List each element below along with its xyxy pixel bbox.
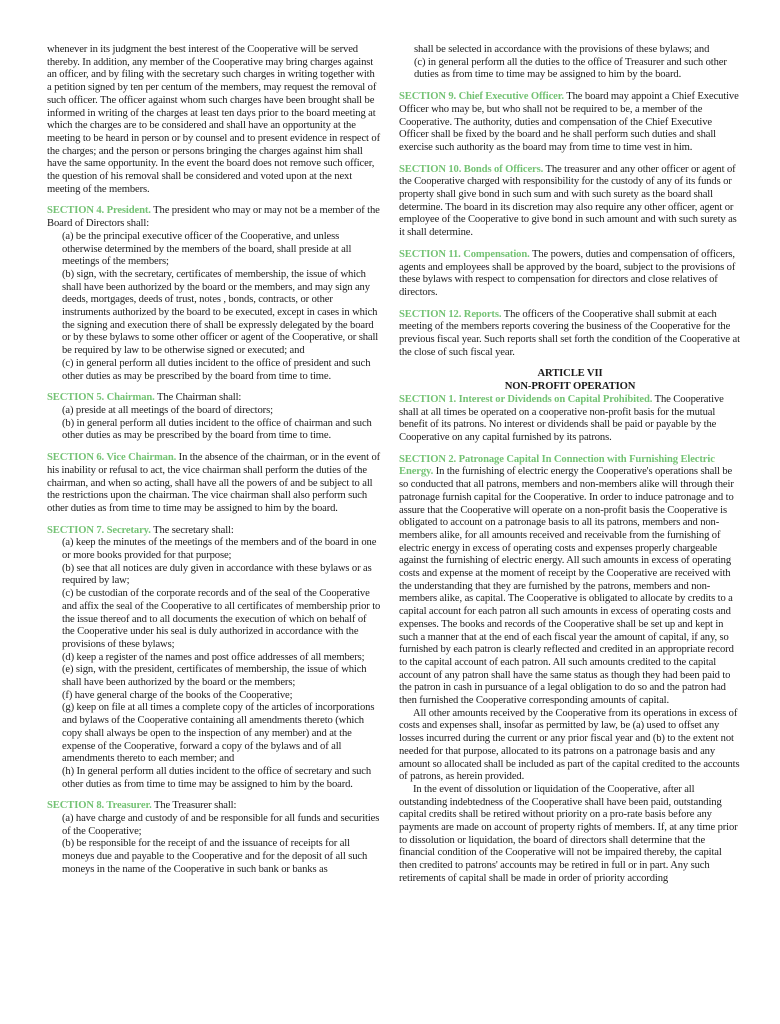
list-item: (b) be responsible for the receipt of and the issuance of receipts for all moneys due and payable to the Cooperative and for the deposit of all such moneys in the name of the Cooperative in such bank or banks as [62, 838, 368, 875]
article-title-line: ARTICLE VII [537, 368, 603, 380]
section-text: The Cooperative shall at all times be operated on a cooperative non-profit basis for the mutual benefit of its patrons. No interest or dividends shall be paid or payable by the Cooperative on any capital furnished by its patrons. [399, 393, 724, 443]
section-text: In the furnishing of electric energy the Cooperative's operations shall be so conducted that all patrons, members and non-members alike will through their patronage furnish capital for the Cooperative. In order to induce patronage and to assure that the Cooperative will operate on a non-profit basis the Cooperative is obligated to account on a patronage basis to all its patrons, members and non-members alike, for all amounts received and receivable from the furnishing of electric energy in excess of operating costs and expenses properly chargeable against the furnishing of electric energy. All such amounts in excess of operating costs and expense at the moment of receipt by the Cooperative are received with the understanding that they are furnished by the patrons, members and non-members alike, as capital. The Cooperative is obligated to allocate by credits to a capital account for each patron all such amounts in excess of operating costs and expenses. The books and records of the Cooperative shall be set up and kept in such a manner that at the end of each fiscal year the amount of capital, if any, so furnished by each patron is clearly reflected and credited in an appropriate record to the capital account of each patron. All such amounts credited to the capital account of any patron shall have the same status as though they had been paid to the patron in cash in pursuance of a legal obligation to do so and the patron had then furnished the Cooperative corresponding amounts of capital. [399, 466, 734, 707]
list-item: (a) keep the minutes of the meetings of the members and of the board in one or more books provided for that purpose; [62, 537, 377, 562]
section-heading: SECTION 6. Vice Chairman. [47, 452, 177, 464]
section [399, 309, 741, 360]
section-heading: SECTION 12. Reports. [399, 308, 502, 320]
text-column-right [399, 44, 741, 886]
section-text: The Treasurer shall: [153, 800, 237, 812]
section [399, 164, 741, 240]
section-heading: SECTION 11. Compensation. [399, 248, 530, 260]
list-item: (a) be the principal executive officer of the Cooperative, and unless otherwise determined by the members of the board, shall preside at all meetings of the members; [62, 230, 352, 268]
section-text: The treasurer and any other officer or agent of the Cooperative charged with responsibility for the custody of any of its funds or property shall give bond in such sum and with such surety as the board shall determine. The board in its discretion may also require any other officer, agent or employee of the Cooperative to give bond in such amount and with such surety as it shall determine. [399, 163, 737, 239]
section-heading: SECTION 4. President. [47, 205, 151, 217]
section-heading: SECTION 5. Chairman. [47, 392, 155, 404]
section-text: In the absence of the chairman, or in the event of his inability or refusal to act, the vice chairman shall perform the duties of the chairman, and when so acting, shall have all the powers of and be subject to all the restrictions upon the chairman. The vice chairman shall also perform such other duties as from time to time may be assigned to him by the board. [47, 452, 381, 514]
section [47, 800, 381, 813]
section-heading: SECTION 8. Treasurer. [47, 800, 152, 812]
article-heading [399, 368, 741, 393]
list-item: (b) see that all notices are duly given in accordance with these bylaws or as required by law; [62, 562, 372, 587]
list-item: (a) preside at all meetings of the board of directors; [62, 404, 273, 416]
paragraph: In the event of dissolution or liquidation of the Cooperative, after all outstanding indebtedness of the Cooperative shall have been paid, outstanding capital credits shall be retired without priority on a pro-rate basis before any payments are made on account of property rights of members. If, at any time prior to dissolution or liquidation, the board of directors shall determine that the financial condition of the Cooperative will not be impaired thereby, the capital then credited to patrons' accounts may be retired in full or in part. Any such retirements of capital shall be made in order of priority according [399, 783, 738, 884]
list-item: (g) keep on file at all times a complete copy of the articles of incorporations and bylaws of the Cooperative containing all amendments thereto (which copy shall always be open to the inspection of any member) and at the expense of the Cooperative, forward a copy of the bylaws and of all amendments thereto to each member; and [62, 702, 375, 765]
list-item: (a) have charge and custody of and be responsible for all funds and securities of the Cooperative; [62, 813, 380, 837]
section [399, 91, 741, 155]
section [47, 525, 381, 538]
list-item: (c) be custodian of the corporate records and of the seal of the Cooperative and affix the seal of the Cooperative to all certificates of membership prior to the issue thereof and to all documents the execution of which on behalf of the Cooperative under his seal is duly authorized in accordance with the provisions of these bylaws; [62, 588, 381, 650]
list-item: (f) have general charge of the books of the Cooperative; [62, 689, 293, 701]
list-item: shall be selected in accordance with the provisions of these bylaws; and [414, 44, 710, 55]
article-title-line: NON-PROFIT OPERATION [504, 381, 636, 393]
list-item: (b) sign, with the secretary, certificates of membership, the issue of which shall have been authorized by the board or the members, and may sign any deeds, mortgages, deeds of trust, notes , bonds, contracts, or other instruments authorized by the board to be executed, except in cases in which the signing and execution there of shall be expressly delegated by the board or by these bylaws to some other officer or agent of the Cooperative, or shall be required by law to be otherwise signed or executed; and [62, 268, 379, 357]
list-item: (c) in general perform all the duties to the office of Treasurer and such other duties as from time to time may be assigned to him by the board. [414, 56, 727, 81]
section-text: The Chairman shall: [157, 392, 242, 404]
text-column-left [47, 44, 381, 877]
section-text: The officers of the Cooperative shall submit at each meeting of the members reports covering the business of the Cooperative for the previous fiscal year. Such reports shall set forth the condition of the Cooperative at the close of such fiscal year. [399, 308, 740, 358]
section-text: The powers, duties and compensation of officers, agents and employees shall be approved by the board, subject to the provisions of these bylaws with respect to compensation for directors and close relatives of directors. [399, 248, 736, 298]
section [399, 394, 741, 445]
section-text: The secretary shall: [153, 524, 234, 536]
list-item: (h) In general perform all duties incident to the office of secretary and such other duties as from time to time may be assigned to him by the board. [62, 765, 372, 790]
list-item: (b) in general perform all duties incident to the office of chairman and such other duties as may be prescribed by the board from time to time. [62, 417, 372, 442]
section [399, 454, 741, 708]
section [47, 452, 381, 516]
section [47, 205, 381, 230]
paragraph: whenever in its judgment the best interest of the Cooperative will be served thereby. In addition, any member of the Cooperative may bring charges against an officer, and by filing with the secretary such charges in writing together with a petition signed by ten per centum of the members, may request the removal of such officer. The officer against whom such charges have been brought shall be informed in writing of the charges at least ten days prior to the board meeting at which the charges are to be considered and shall have an opportunity at the meeting to be heard in person or by counsel and to present evidence in respect of the charges; and the person or persons bringing the charges against him shall have the same opportunity. In the event the board does not remove such officer, the question of his removal shall be considered and voted upon at the next meeting of the members. [47, 44, 380, 195]
section-heading: SECTION 1. Interest or Dividends on Capital Prohibited. [399, 393, 653, 405]
section-heading: SECTION 10. Bonds of Officers. [399, 163, 544, 175]
section-text: The president who may or may not be a member of the Board of Directors shall: [47, 205, 380, 230]
paragraph: All other amounts received by the Cooperative from its operations in excess of costs and expenses shall, insofar as permitted by law, be (a) used to offset any losses incurred during the current or any prior fiscal year and (b) to the extent not needed for that purpose, allocated to its patrons on a patronage basis and any amount so allocated shall be included as part of the capital credited to the accounts of patrons, as herein provided. [399, 707, 740, 783]
section-heading: SECTION 9. Chief Executive Officer. [399, 91, 564, 103]
list-item: (d) keep a register of the names and post office addresses of all members; [62, 651, 365, 663]
list-item: (e) sign, with the president, certificates of membership, the issue of which shall have been authorized by the board or the members; [62, 664, 367, 689]
section [47, 392, 381, 405]
list-item: (c) in general perform all duties incident to the office of president and such other duties as may be prescribed by the board from time to time. [62, 357, 371, 382]
section-text: The board may appoint a Chief Executive Officer who may be, but who shall not be required to be, a member of the Cooperative. The authority, duties and compensation of the Chief Executive Officer shall be fixed by the board and he shall perform such duties and shall exercise such authority as the board may from time to time vest in him. [399, 91, 739, 153]
section-heading: SECTION 7. Secretary. [47, 524, 151, 536]
section-heading: SECTION 2. Patronage Capital In Connection with Furnishing Electric Energy. [399, 453, 715, 478]
section [399, 249, 741, 300]
two-column-layout [47, 44, 741, 886]
